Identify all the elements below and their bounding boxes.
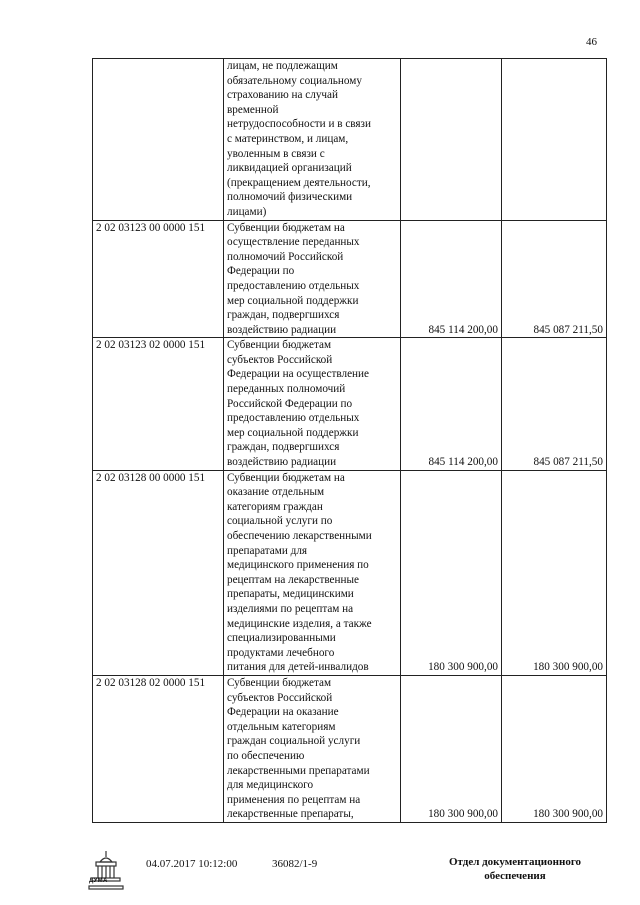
description-line: граждан социальной услуги: [227, 735, 361, 748]
description-line: лекарственные препараты,: [227, 808, 354, 821]
description-line: страхованию на случай: [227, 89, 339, 102]
description-line: оказание отдельным: [227, 486, 325, 499]
description-line: продуктами лечебного: [227, 646, 335, 659]
description-line: Федерации на осуществление: [227, 368, 370, 381]
description-line: отдельным категориям: [227, 720, 336, 733]
budget-table: [92, 58, 607, 823]
description-line: социальной услуги по: [227, 515, 333, 528]
amount-executed-cell: 845 087 211,50: [502, 220, 607, 338]
description-line: Федерации на оказание: [227, 706, 339, 719]
description-cell: [224, 220, 401, 338]
amount-planned-cell: 180 300 900,00: [401, 675, 502, 822]
description-line: Субвенции бюджетам на: [227, 471, 345, 484]
description-line: обязательному социальному: [227, 74, 362, 87]
department-line-2: обеспечения: [484, 870, 546, 882]
description-line: субъектов Российской: [227, 691, 333, 704]
description-line: переданных полномочий: [227, 383, 346, 396]
description-line: Субвенции бюджетам на: [227, 221, 345, 234]
description-cell: [224, 675, 401, 822]
amount-planned-cell: 845 114 200,00: [401, 338, 502, 470]
description-line: питания для детей-инвалидов: [227, 661, 369, 674]
description-line: полномочий Российской: [227, 250, 344, 263]
page-number: 46: [586, 36, 597, 48]
description-line: предоставлению отдельных: [227, 279, 360, 292]
footer-doc-number: 36082/1-9: [272, 858, 318, 870]
description-cell: [224, 59, 401, 221]
table-row: [93, 675, 607, 822]
description-line: предоставлению отдельных: [227, 412, 360, 425]
amount-executed-cell: 845 087 211,50: [502, 338, 607, 470]
budget-code-cell: [93, 59, 224, 221]
table-row: [93, 338, 607, 470]
description-line: с материнством, и лицам,: [227, 132, 349, 145]
budget-code-cell: 2 02 03123 02 0000 151: [93, 338, 224, 470]
table-row: [93, 220, 607, 338]
description-line: для медицинского: [227, 779, 314, 792]
description-line: Субвенции бюджетам: [227, 676, 332, 689]
description-line: (прекращением деятельности,: [227, 176, 371, 189]
description-line: граждан, подвергшихся: [227, 309, 340, 322]
description-line: обеспечению лекарственными: [227, 530, 372, 542]
description-line: временной: [227, 103, 279, 116]
amount-executed-cell: 180 300 900,00: [502, 675, 607, 822]
description-line: по обеспечению: [227, 749, 305, 762]
amount-executed-cell: 180 300 900,00: [502, 470, 607, 675]
description-line: Российской Федерации по: [227, 397, 353, 410]
description-line: воздействию радиации: [227, 323, 337, 336]
description-line: лицам, не подлежащим: [227, 60, 338, 72]
description-line: воздействию радиации: [227, 456, 337, 469]
budget-code-cell: 2 02 03128 02 0000 151: [93, 675, 224, 822]
description-line: Федерации по: [227, 265, 295, 278]
duma-building-icon: [84, 848, 128, 892]
description-line: лекарственными препаратами: [227, 764, 370, 777]
amount-planned-cell: 845 114 200,00: [401, 220, 502, 338]
amount-executed-cell: [502, 59, 607, 221]
description-line: мер социальной поддержки: [227, 294, 359, 307]
description-line: препаратами для: [227, 544, 308, 557]
table-row: [93, 470, 607, 675]
description-cell: [224, 470, 401, 675]
description-line: медицинского применения по: [227, 559, 369, 572]
amount-planned-cell: 180 300 900,00: [401, 470, 502, 675]
description-line: полномочий физическими: [227, 191, 353, 204]
description-line: лицами): [227, 205, 267, 218]
description-line: изделиями по рецептам на: [227, 602, 354, 615]
description-line: применения по рецептам на: [227, 793, 361, 806]
description-line: нетрудоспособности и в связи: [227, 118, 371, 131]
budget-code-cell: 2 02 03128 00 0000 151: [93, 470, 224, 675]
footer-department: [430, 855, 600, 883]
description-line: уволенным в связи с: [227, 147, 325, 160]
department-line-1: Отдел документационного: [448, 856, 582, 868]
description-line: субъектов Российской: [227, 353, 333, 366]
description-line: препараты, медицинскими: [227, 588, 354, 601]
budget-code-cell: 2 02 03123 00 0000 151: [93, 220, 224, 338]
description-line: ликвидацией организаций: [227, 162, 352, 175]
amount-planned-cell: [401, 59, 502, 221]
description-line: рецептам на лекарственные: [227, 573, 359, 586]
description-line: граждан, подвергшихся: [227, 441, 340, 454]
logo-text: ДУМА: [89, 878, 108, 884]
description-cell: [224, 338, 401, 470]
description-line: Субвенции бюджетам: [227, 339, 332, 352]
description-line: медицинские изделия, а также: [227, 617, 372, 630]
description-line: мер социальной поддержки: [227, 426, 359, 439]
description-line: осуществление переданных: [227, 236, 360, 249]
description-line: специализированными: [227, 632, 336, 645]
table-row: [93, 59, 607, 221]
footer-datetime: 04.07.2017 10:12:00: [146, 858, 238, 870]
description-line: категориям граждан: [227, 500, 323, 513]
